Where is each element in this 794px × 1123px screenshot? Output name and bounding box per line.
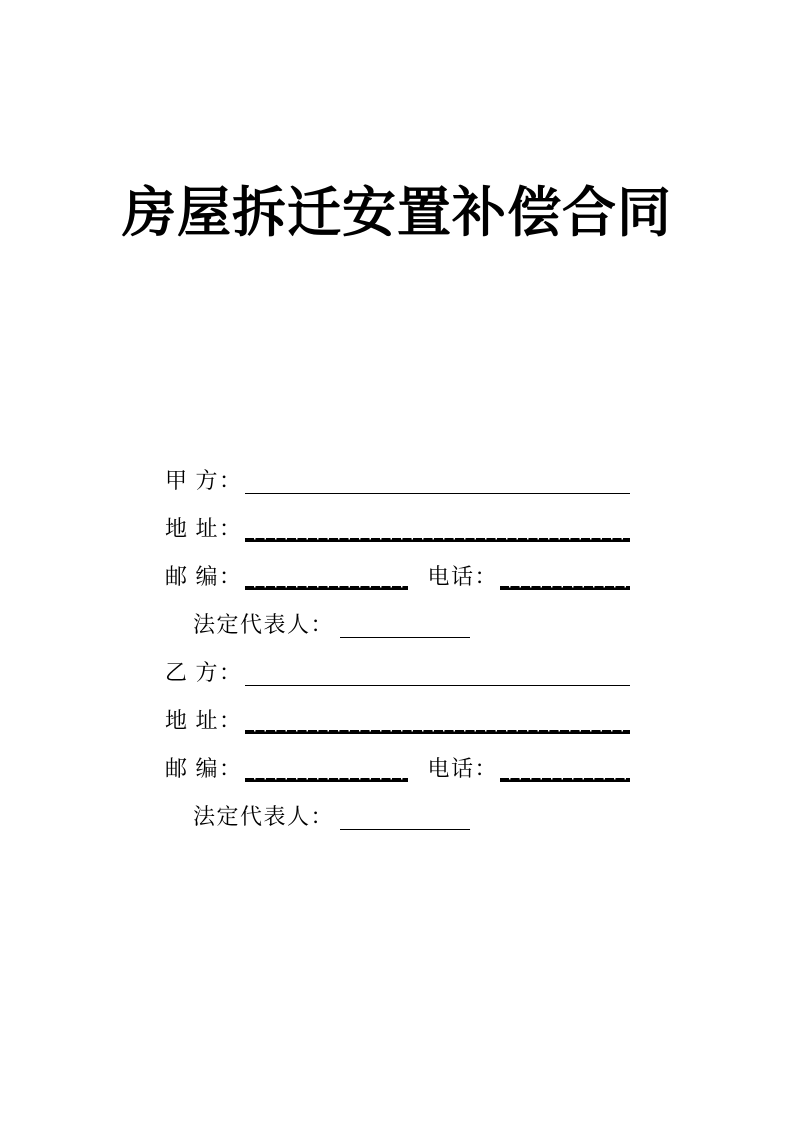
party-b-postcode-blank[interactable] (245, 734, 408, 782)
party-a-legal-rep-blank[interactable] (340, 590, 470, 638)
party-a-name-row (165, 446, 630, 494)
party-a-legal-rep-row (165, 590, 630, 638)
party-b-phone-blank[interactable] (500, 734, 630, 782)
party-b-name-label: 乙 方： (165, 659, 243, 685)
party-a-legal-rep-label: 法定代表人： (193, 611, 335, 637)
party-b-legal-rep-row (165, 782, 630, 830)
party-b-section (165, 638, 630, 830)
party-b-legal-rep-blank[interactable] (340, 782, 470, 830)
party-a-address-row (165, 494, 630, 542)
party-a-name-label: 甲 方： (165, 467, 243, 493)
parties-form (165, 446, 630, 830)
party-a-address-label: 地 址： (165, 515, 243, 541)
party-a-address-blank[interactable] (245, 494, 630, 542)
party-b-legal-rep-label: 法定代表人： (193, 803, 335, 829)
party-b-postcode-phone-row (165, 734, 630, 782)
party-b-address-label: 地 址： (165, 707, 243, 733)
contract-title: 房屋拆迁安置补偿合同 (122, 183, 672, 243)
party-a-section (165, 446, 630, 638)
party-a-phone-blank[interactable] (500, 542, 630, 590)
party-b-address-blank[interactable] (245, 686, 630, 734)
party-a-name-blank[interactable] (245, 446, 630, 494)
party-b-name-blank[interactable] (245, 638, 630, 686)
party-b-postcode-label: 邮 编： (165, 755, 243, 781)
party-b-name-row (165, 638, 630, 686)
party-a-phone-label: 电话： (427, 563, 499, 589)
party-a-postcode-blank[interactable] (245, 542, 408, 590)
party-a-postcode-phone-row (165, 542, 630, 590)
party-b-phone-label: 电话： (427, 755, 499, 781)
party-a-postcode-label: 邮 编： (165, 563, 243, 589)
party-b-address-row (165, 686, 630, 734)
